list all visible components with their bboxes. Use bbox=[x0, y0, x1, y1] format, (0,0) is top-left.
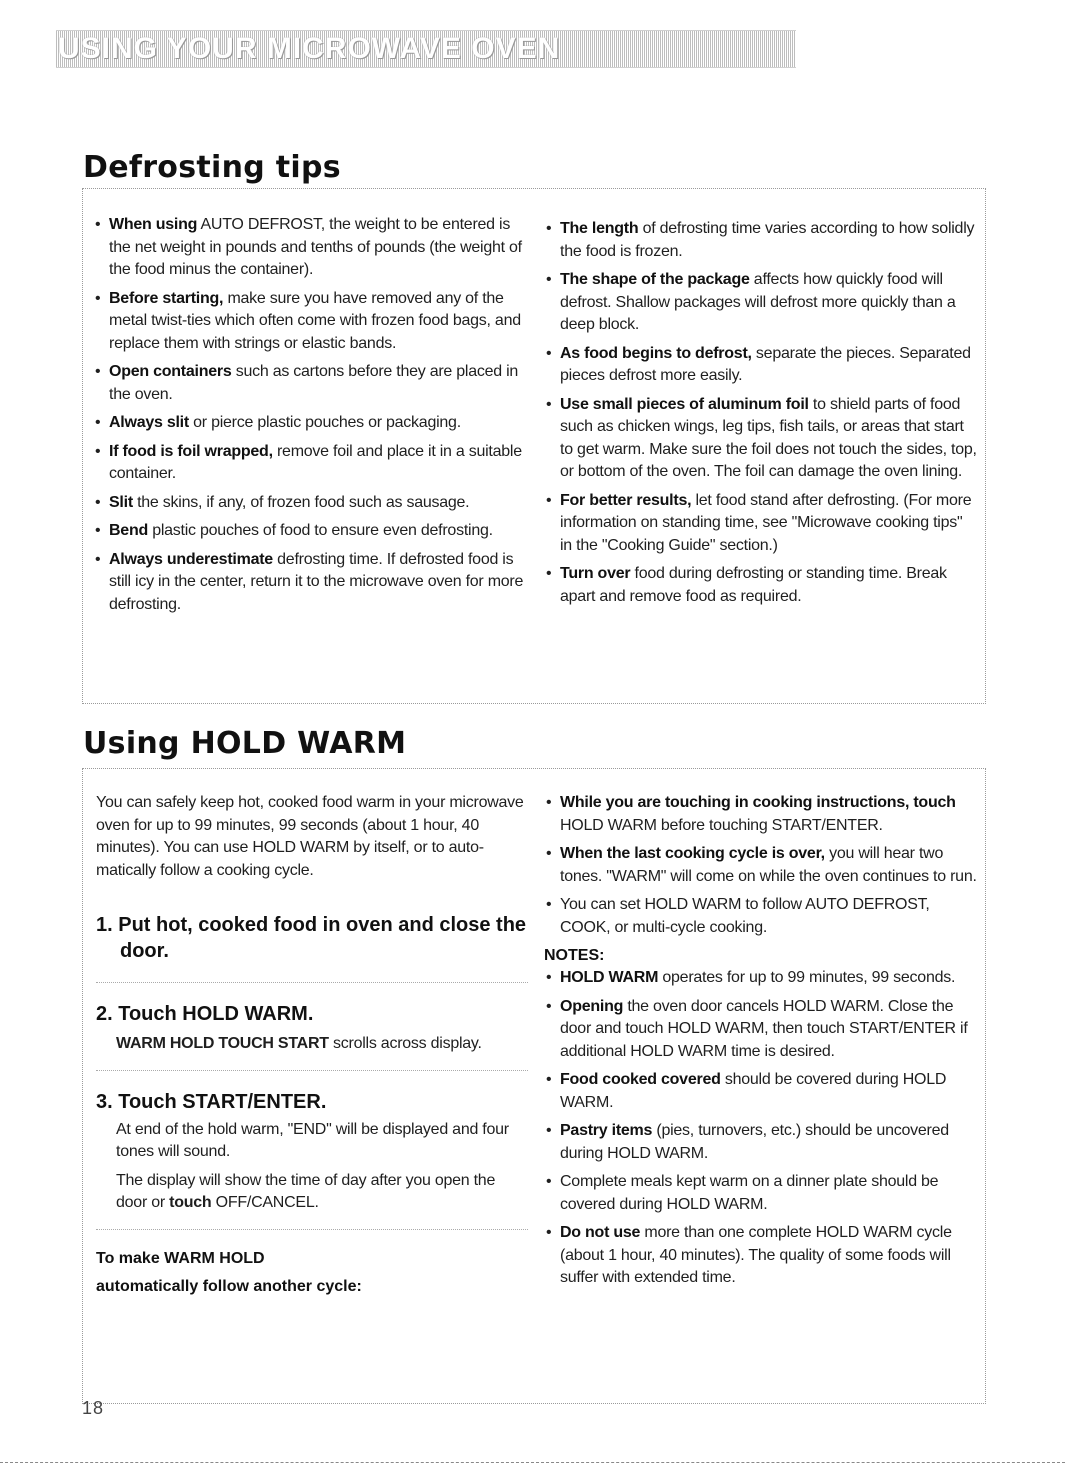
hold-warm-heading: Using HOLD WARM bbox=[83, 726, 407, 761]
list-item: • Open containers such as cartons before they are placed in the oven. bbox=[93, 361, 525, 406]
hold-right-column bbox=[544, 792, 980, 1296]
list-item: • When using AUTO DEFROST, the weight to be entered is the net weight in pounds and tenths of pounds (the weight of the food minus the container). bbox=[93, 214, 525, 282]
list-item: • Food cooked covered should be covered during HOLD WARM. bbox=[544, 1069, 980, 1114]
list-item: • Do not use more than one complete HOLD WARM cycle (about 1 hour, 40 minutes). The quality of some foods will suffer with extended time. bbox=[544, 1222, 980, 1290]
section-banner-title: USING YOUR MICROWAVE OVEN bbox=[58, 32, 561, 65]
step-3-body-1: At end of the hold warm, "END" will be displayed and four tones will sound. bbox=[116, 1120, 509, 1160]
page-bottom-rule bbox=[0, 1462, 1065, 1463]
step-2-title: 2. Touch HOLD WARM. bbox=[96, 1003, 314, 1025]
step-2-body: WARM HOLD TOUCH START scrolls across display. bbox=[116, 1035, 482, 1052]
list-item: • Pastry items (pies, turnovers, etc.) should be uncovered during HOLD WARM. bbox=[544, 1120, 980, 1165]
step-3-title: 3. Touch START/ENTER. bbox=[96, 1090, 327, 1113]
list-item: • For better results, let food stand after defrosting. (For more information on standing time, see "Microwave cooking tips" in the "Cooking Guide" section.) bbox=[544, 490, 978, 558]
list-item: • You can set HOLD WARM to follow AUTO DEFROST, COOK, or multi-cycle cooking. bbox=[544, 894, 980, 939]
auto-follow-title-2: automatically follow another cycle: bbox=[96, 1277, 362, 1295]
defrost-right-column bbox=[544, 218, 978, 614]
notes-label: NOTES: bbox=[544, 947, 605, 964]
section-banner bbox=[56, 30, 796, 68]
list-item: • Always underestimate defrosting time. If defrosted food is still icy in the center, return it to the microwave oven for more defrosting. bbox=[93, 549, 525, 617]
list-item: • The length of defrosting time varies according to how solidly the food is frozen. bbox=[544, 218, 978, 263]
list-item: • Use small pieces of aluminum foil to shield parts of food such as chicken wings, leg tips, fish tails, or areas that start to get warm. Make sure the foil does not touch the sides, top, or bottom of the oven. The foil can damage the oven lining. bbox=[544, 394, 978, 484]
list-item: • Before starting, make sure you have removed any of the metal twist-ties which often come with frozen food bags, and replace them with strings or elastic bands. bbox=[93, 288, 525, 356]
hold-left-column bbox=[96, 792, 528, 1298]
list-item: • Slit the skins, if any, of frozen food such as sausage. bbox=[93, 492, 525, 515]
list-item: • As food begins to defrost, separate the pieces. Separated pieces defrost more easily. bbox=[544, 343, 978, 388]
divider bbox=[96, 1070, 528, 1071]
page-number: 18 bbox=[82, 1398, 105, 1418]
step-1-title: 1. Put hot, cooked food in oven and close the door. bbox=[96, 914, 527, 962]
step-3-body-2: The display will show the time of day after you open the door or touch OFF/CANCEL. bbox=[116, 1171, 496, 1211]
hold-intro: You can safely keep hot, cooked food warm in your microwave oven for up to 99 minutes, 99 seconds (about 1 hour, 40 minutes). You can use HOLD WARM by itself, or to auto-matically follow a cooking cycle. bbox=[96, 794, 524, 879]
divider bbox=[96, 982, 528, 983]
defrosting-tips-heading: Defrosting tips bbox=[83, 150, 341, 185]
list-item: • Always slit or pierce plastic pouches or packaging. bbox=[93, 412, 525, 435]
auto-follow-title-1: To make WARM HOLD bbox=[96, 1249, 265, 1267]
list-item: • When the last cooking cycle is over, you will hear two tones. "WARM" will come on while the oven continues to run. bbox=[544, 843, 980, 888]
list-item: • HOLD WARM operates for up to 99 minutes, 99 seconds. bbox=[544, 967, 980, 990]
list-item: • If food is foil wrapped, remove foil and place it in a suitable container. bbox=[93, 441, 525, 486]
list-item: • Complete meals kept warm on a dinner plate should be covered during HOLD WARM. bbox=[544, 1171, 980, 1216]
defrost-left-column bbox=[93, 214, 525, 622]
list-item: • Opening the oven door cancels HOLD WARM. Close the door and touch HOLD WARM, then touch START/ENTER if additional HOLD WARM time is desired. bbox=[544, 996, 980, 1064]
list-item: • While you are touching in cooking instructions, touch HOLD WARM before touching START/ENTER. bbox=[544, 792, 980, 837]
list-item: • The shape of the package affects how quickly food will defrost. Shallow packages will defrost more quickly than a deep block. bbox=[544, 269, 978, 337]
list-item: • Bend plastic pouches of food to ensure even defrosting. bbox=[93, 520, 525, 543]
divider bbox=[96, 1229, 528, 1230]
list-item: • Turn over food during defrosting or standing time. Break apart and remove food as required. bbox=[544, 563, 978, 608]
